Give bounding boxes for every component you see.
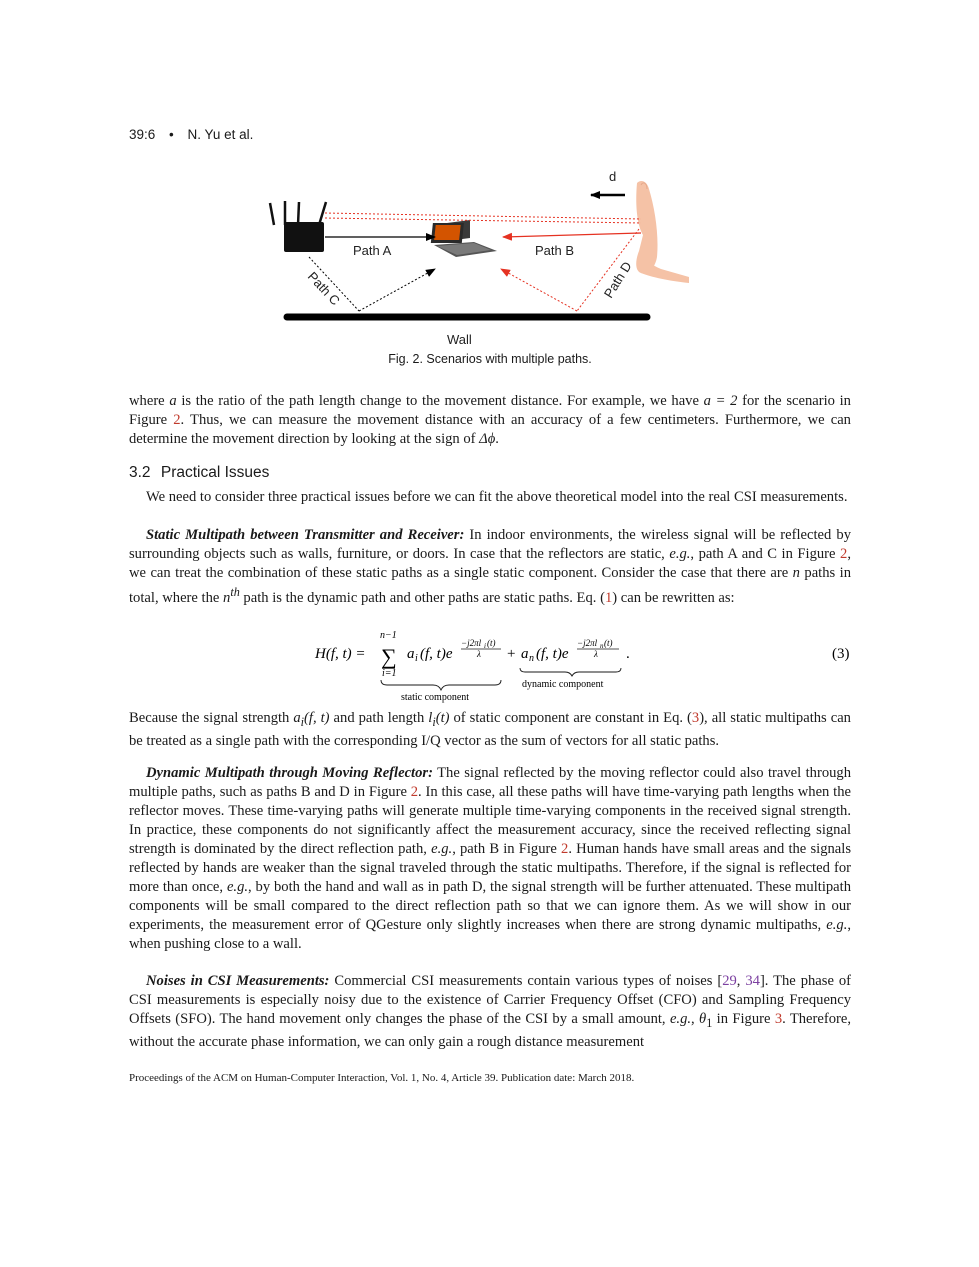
eq-term2-sub: n	[529, 653, 534, 664]
wall-label: Wall	[447, 332, 472, 347]
section-number: 3.2	[129, 464, 151, 481]
text-span: Because the signal strength	[129, 710, 294, 726]
path-a-label: Path A	[353, 243, 392, 258]
figure-ref-link[interactable]: 2	[561, 841, 569, 857]
figure-2	[129, 165, 851, 370]
eq-term1: a	[407, 646, 415, 662]
math-sub: 1	[706, 1015, 713, 1030]
text-span: e.g.	[226, 879, 249, 895]
text-span: where	[129, 393, 170, 409]
text-span: ,	[691, 1011, 700, 1027]
paragraph-static-multipath	[129, 526, 851, 608]
run-in-heading: Static Multipath between Transmitter and Receiver:	[146, 527, 465, 543]
math-args: (f, t)	[304, 710, 330, 726]
text-span: In indoor environments, the wireless signal will be reflected by surrounding objects such as walls, furniture, or doors. In case that the reflectors are static,	[129, 527, 851, 562]
path-d-up	[501, 269, 577, 311]
run-in-heading: Dynamic Multipath through Moving Reflector:	[146, 765, 433, 781]
math-sub: i	[432, 714, 436, 729]
text-span: paths in total, where the	[129, 565, 851, 606]
math-inline: a = 2	[703, 393, 738, 409]
eq-term1-args: (f, t)e	[420, 646, 453, 662]
math-inline: Δϕ	[479, 431, 496, 447]
math-var: a	[293, 710, 301, 726]
eq-exp2: −j2πl	[577, 638, 598, 648]
text-span: The signal reflected by the moving reflector could also travel through multiple paths, such as paths B and D in Figure	[129, 765, 852, 800]
header-authors: N. Yu et al.	[187, 127, 254, 142]
eq-plus: +	[507, 646, 516, 662]
figure-ref-link[interactable]: 3	[774, 1011, 783, 1027]
paragraph-dynamic-multipath	[129, 764, 851, 954]
laptop-icon	[431, 220, 497, 257]
path-d-label: Path D	[600, 258, 635, 301]
path-b-line	[503, 233, 641, 237]
math-var: a	[169, 393, 177, 409]
reflected-path-upper	[325, 213, 641, 219]
paragraph-ratio	[129, 392, 851, 449]
section-title: Practical Issues	[160, 464, 270, 481]
eq-exp1-sub: i	[484, 642, 486, 650]
router-icon	[270, 201, 326, 252]
citation-link[interactable]: 29	[722, 973, 737, 989]
text-span: , when pushing close to a wall.	[129, 917, 851, 952]
math-sub: i	[300, 714, 305, 729]
text-span: . Thus, we can measure the movement distance with an accuracy of a few centimeters. Furthermore, we can determine the movement direction by looking at the sign of	[129, 412, 851, 447]
text-span: . In this case, all these paths will have time-varying path lengths when the reflector moves. These time-varying paths will generate multiple time-varying components in the received signal strength. In practice, these components do not significantly affect the measurement accuracy, since the received reflecting signal strength is dominated by the direct reflection path,	[129, 784, 852, 857]
text-span: e.g.	[826, 917, 848, 933]
figure-caption: Fig. 2. Scenarios with multiple paths.	[388, 352, 592, 366]
text-span: for the scenario in Figure	[129, 393, 851, 428]
figure-ref-link[interactable]: 2	[173, 412, 181, 428]
text-span: .	[495, 431, 499, 447]
text-span: and path length	[329, 710, 429, 726]
reflected-path-lower	[325, 218, 641, 223]
eq-exp1-tail: (t)	[487, 638, 496, 648]
eq-lhs: H(f, t) =	[315, 646, 366, 662]
text-span: ), all static multipaths can be treated as a single path with the corresponding I/Q vector as the sum of vectors for all static paths.	[129, 710, 851, 749]
text-span: . Human hands have small areas and the signals reflected by hands are weaker than the signal traveled through the static multipaths. Therefore, if the signal is reflected for more than once,	[129, 841, 851, 895]
equation-3	[129, 628, 851, 704]
text-span: e.g.	[669, 1011, 692, 1027]
running-head	[129, 127, 253, 142]
text-span: , by both the hand and wall as in path D, the signal strength will be further attenuated. These multipath components will be small compared to the direct reflection path so that we can ignore them. As we will show in our experiments, the measurement error of QGesture only slightly increases when there are strong dynamic multipaths,	[129, 879, 851, 933]
equation-ref-link[interactable]: 1	[604, 589, 613, 606]
eq-number: (3)	[832, 646, 850, 662]
eq-underbrace-static	[381, 680, 501, 690]
multipath-diagram	[129, 165, 851, 355]
math-var: n	[223, 589, 231, 606]
eq-lambda1: λ	[477, 649, 481, 659]
text-span: of static component are constant in Eq. (	[449, 710, 692, 726]
eq-under-static: static component	[401, 692, 470, 703]
text-span: , path B in Figure	[452, 841, 562, 857]
text-span: . Therefore, without the accurate phase information, we can only gain a rough distance measurement	[129, 1011, 852, 1050]
distance-label: d	[609, 169, 617, 184]
text-span: ]. The phase of CSI measurements is especially noisy due to the existence of Carrier Frequency Offset (CFO) and Sampling Frequency Offsets (SFO). The hand movement only changes the phase of the CSI by a small amount,	[129, 973, 851, 1027]
math-args: (t)	[435, 710, 450, 726]
text-span: e.g.	[669, 546, 691, 562]
text-span: Commercial CSI measurements contain various types of noises [	[329, 973, 723, 989]
eq-period: .	[626, 646, 630, 662]
eq-term1-sub: i	[415, 653, 418, 664]
text-span: is the ratio of the path length change to the movement distance. For example, we have	[176, 393, 704, 409]
text-span: , path A and C in Figure	[690, 546, 841, 562]
text-span: , we can treat the combination of these static paths as a single static component. Consider the case that there are	[129, 546, 851, 581]
header-separator: •	[169, 127, 174, 142]
math-sup: th	[230, 585, 240, 599]
eq-exp2-sub: n	[600, 642, 604, 650]
section-heading	[129, 464, 269, 482]
eq-exp2-tail: (t)	[604, 638, 613, 648]
text-span: ,	[736, 973, 746, 989]
run-in-heading: Noises in CSI Measurements:	[146, 973, 330, 989]
figure-ref-link[interactable]: 2	[840, 546, 848, 562]
math-var: l	[428, 710, 433, 726]
text-span: e.g.	[431, 841, 453, 857]
eq-term2-args: (f, t)e	[536, 646, 569, 662]
eq-sum-symbol: ∑	[381, 644, 397, 669]
paragraph-csi-noise	[129, 972, 851, 1052]
eq-sum-upper: n−1	[380, 630, 397, 641]
citation-link[interactable]: 34	[745, 973, 760, 989]
equation-ref-link[interactable]: 3	[691, 710, 700, 726]
eq-exp1: −j2πl	[461, 638, 482, 648]
hand-icon	[636, 181, 689, 283]
path-c-up	[359, 269, 435, 311]
text-span: in Figure	[712, 1011, 775, 1027]
eq-lambda2: λ	[594, 649, 598, 659]
paragraph-intro: We need to consider three practical issues before we can fit the above theoretical model into the real CSI measurements.	[146, 489, 848, 505]
equation-render	[129, 628, 851, 704]
path-c-label: Path C	[304, 268, 343, 309]
page-footer: Proceedings of the ACM on Human-Computer Interaction, Vol. 1, No. 4, Article 39. Publication date: March 2018.	[129, 1072, 635, 1084]
math-var: θ	[699, 1011, 707, 1027]
page-number: 39:6	[129, 127, 156, 142]
eq-term2: a	[521, 646, 529, 662]
text-span: path is the dynamic path and other paths are static paths. Eq. (	[239, 589, 605, 606]
text-span: ) can be rewritten as:	[612, 589, 735, 606]
paragraph-static-component	[129, 709, 851, 751]
eq-underbrace-dynamic	[520, 668, 621, 676]
math-var: n	[792, 565, 800, 581]
eq-under-dynamic: dynamic component	[522, 679, 604, 690]
path-b-label: Path B	[535, 243, 575, 258]
eq-sum-lower: i=1	[382, 668, 397, 679]
figure-ref-link[interactable]: 2	[410, 784, 419, 800]
